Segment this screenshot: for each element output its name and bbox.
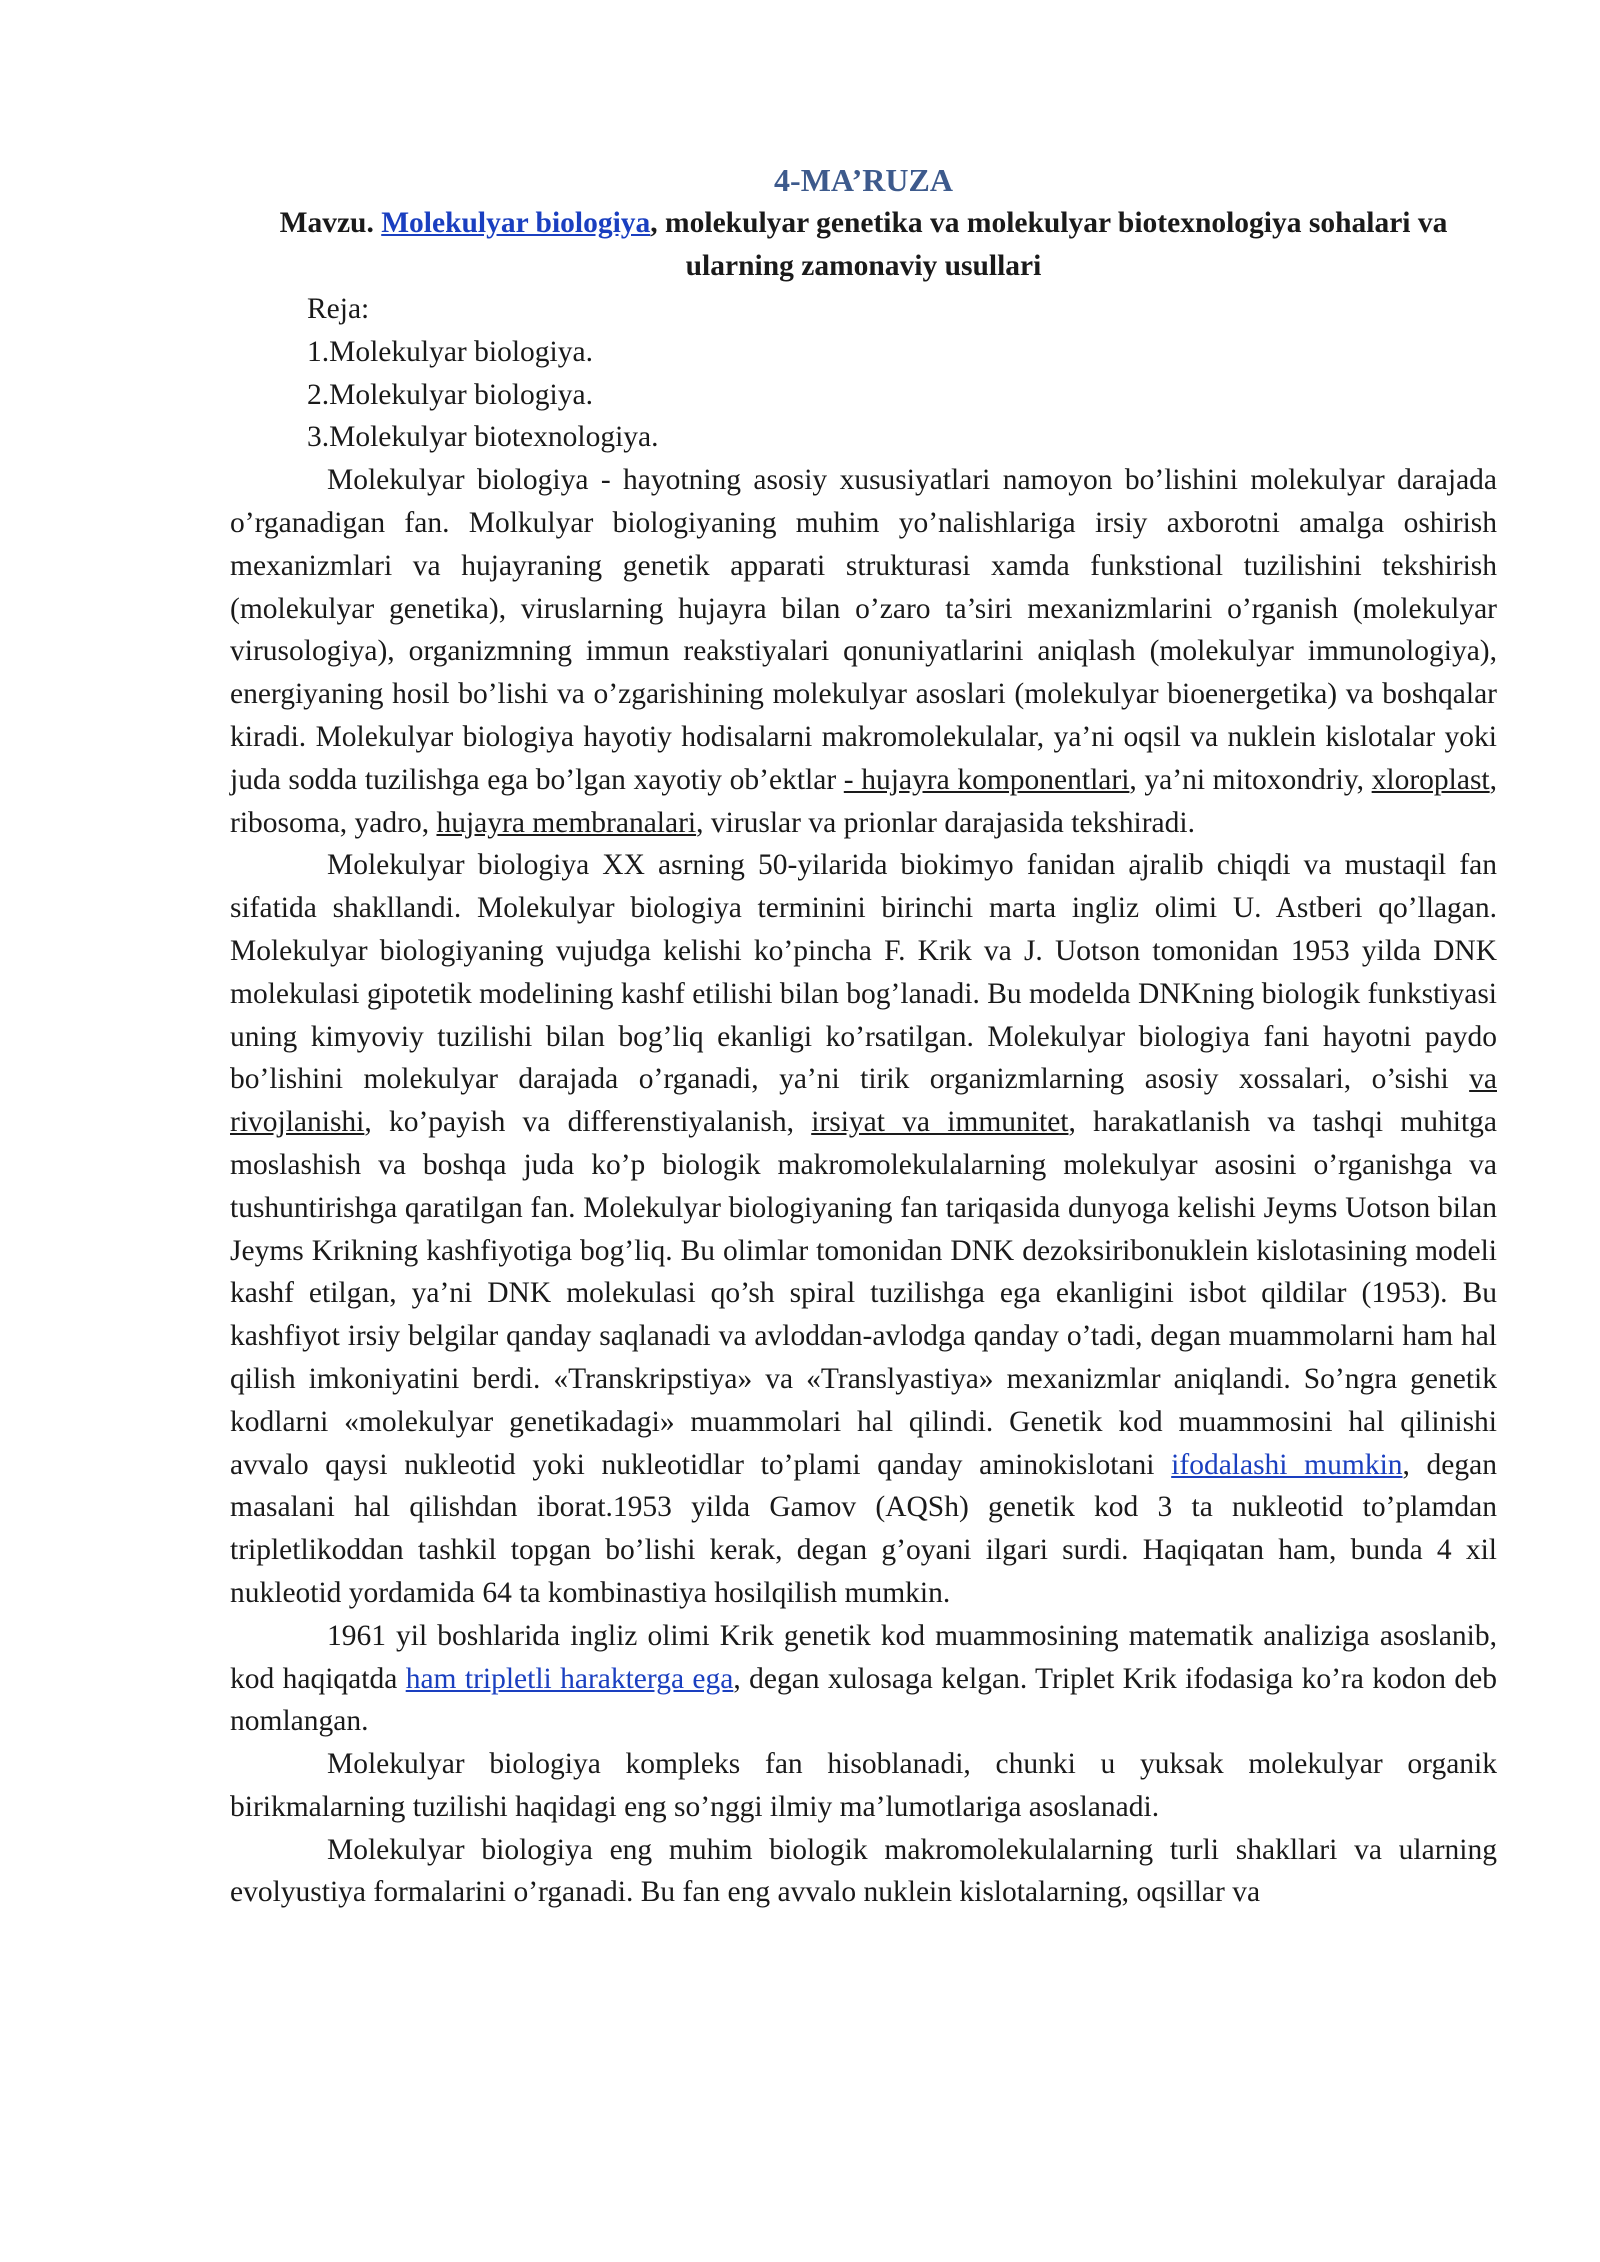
lecture-title: 4-MA’RUZA [774,162,953,198]
paragraph-text: , degan xulosaga kelgan. Triplet Krik ifodasiga ko’ra kodon deb nomlangan. [230,1662,1497,1738]
paragraph-5 [230,1829,1497,1915]
plan-label: Reja: [307,293,370,325]
paragraph-text: , harakatlanish va tashqi muhitga moslashish va boshqa juda ko’p biologik makromolekulalarning molekulyar asosini o’rganishga va tushuntirishga qaratilgan fan. Molekulyar biologiyaning fan tariqasida dunyoga kelishi Jeyms Uotson bilan Jeyms Krikning kashfiyotiga bog’liq. Bu olimlar tomonidan DNK dezoksiribonuklein kislotasining modeli kashf etilgan, ya’ni DNK molekulasi qo’sh spiral tuzilishga ega ekanligini isbot qildilar (1953). Bu kashfiyot irsiy belgilar qanday saqlanadi va avloddan-avlodga qanday o’tadi, degan muammolarni ham hal qilish imkoniyatini berdi. «Transkripstiya» va «Translyastiya» mexanizmlar aniqlandi. So’ngra genetik kodlarni «molekulyar genetikadagi» muammolari hal qilindi. Genetik kod muammosini hal qilinishi avvalo qaysi nukleotid yoki nukleotidlar to’plami qanday aminokislotani [230,1106,1497,1481]
paragraph-text: Molekulyar biologiya XX asrning 50-yilarida biokimyo fanidan ajralib chiqdi va mustaqil fan sifatida shakllandi. Molekulyar biologiya terminini birinchi marta ingliz olimi U. Astberi qo’llagan. Molekulyar biologiyaning vujudga kelishi ko’pincha F. Krik va J. Uotson tomonidan 1953 yilda DNK molekulasi gipotetik modelining kashf etilishi bilan bog’lanadi. Bu modelda DNKning biologik funkstiyasi uning kimyoviy tuzilishi bilan bog’liq ekanligi ko’rsatilgan. Molekulyar biologiya fani hayotni paydo bo’lishini molekulyar darajada o’rganadi, ya’ni tirik organizmlarning asosiy xossalari, o’sishi [230,849,1497,1096]
underlined-term: xloroplast [1371,763,1490,796]
inline-link[interactable]: ham tripletli harakterga ega [405,1662,734,1695]
paragraph-text: , degan masalani hal qilishdan iborat.1953 yilda Gamov (AQSh) genetik kod 3 ta nukleotid to’plamdan tripletlikoddan tashkil topgan bo’lishi kerak, degan g’oyani ilgari surdi. Haqiqatan ham, bunda 4 xil nukleotid yordamida 64 ta kombinastiya hosilqilish mumkin. [230,1448,1497,1609]
paragraph-1 [230,459,1497,844]
subject-rest: , molekulyar genetika va molekulyar biotexnologiya sohalari va ularning zamonaviy usullari [650,207,1448,282]
plan-item: 2.Molekulyar biologiya. [307,378,593,411]
paragraph-text: , ko’payish va differenstiyalanish, [364,1106,812,1139]
underlined-term: - hujayra komponentlari [843,763,1130,796]
underlined-term: irsiyat va immunitet [811,1106,1069,1139]
paragraph-4 [230,1743,1497,1829]
paragraph-2 [230,844,1497,1614]
underlined-term: hujayra membranalari [436,806,697,839]
plan-item: 1.Molekulyar biologiya. [307,335,593,368]
plan-section [230,288,1497,459]
paragraph-text: , viruslar va prionlar darajasida tekshiradi. [696,806,1195,839]
lecture-subject [230,202,1497,288]
paragraph-text: , ya’ni mitoxondriy, [1129,763,1372,796]
document-page [230,150,1497,1914]
paragraph-3 [230,1615,1497,1743]
paragraph-text: Molekulyar biologiya - hayotning asosiy xususiyatlari namoyon bo’lishini molekulyar darajada o’rganadigan fan. Molkulyar biologiyaning muhim yo’nalishlariga irsiy axborotni amalga oshirish mexanizmlari va hujayraning genetik apparati strukturasi xamda funkstional tuzilishini tekshirish (molekulyar genetika), viruslarning hujayra bilan o’zaro ta’siri mexanizmlarini o’rganish (molekulyar virusologiya), organizmning immun reakstiyalari qonuniyatlarini aniqlash (molekulyar immunologiya), energiyaning hosil bo’lishi va o’zgarishining molekulyar asoslari (molekulyar bioenergetika) va boshqalar kiradi. Molekulyar biologiya hayotiy hodisalarni makromolekulalar, ya’ni oqsil va nuklein kislotalar yoki juda sodda tuzilishga ega bo’lgan xayotiy ob’ektlar [230,464,1497,796]
plan-item: 3.Molekulyar biotexnologiya. [307,421,659,454]
paragraph-text: 1961 yil boshlarida ingliz olimi Krik genetik kod muammosining matematik analiziga asoslanib, kod haqiqatda [230,1619,1497,1695]
subject-prefix: Mavzu. [279,207,382,239]
paragraph-text: Molekulyar biologiya eng muhim biologik makromolekulalarning turli shakllari va ularning evolyustiya formalarini o’rganadi. Bu fan eng avvalo nuklein kislotalarning, oqsillar va [230,1833,1497,1909]
inline-link[interactable]: ifodalashi mumkin [1171,1448,1403,1481]
subject-link[interactable]: Molekulyar biologiya [381,207,651,239]
underlined-term: va rivojlanishi [230,1063,1497,1139]
paragraph-text: Molekulyar biologiya kompleks fan hisoblanadi, chunki u yuksak molekulyar organik birikmalarning tuzilishi haqidagi eng so’nggi ilmiy ma’lumotlariga asoslanadi. [230,1748,1497,1823]
paragraph-text: , ribosoma, yadro, [230,763,1498,839]
